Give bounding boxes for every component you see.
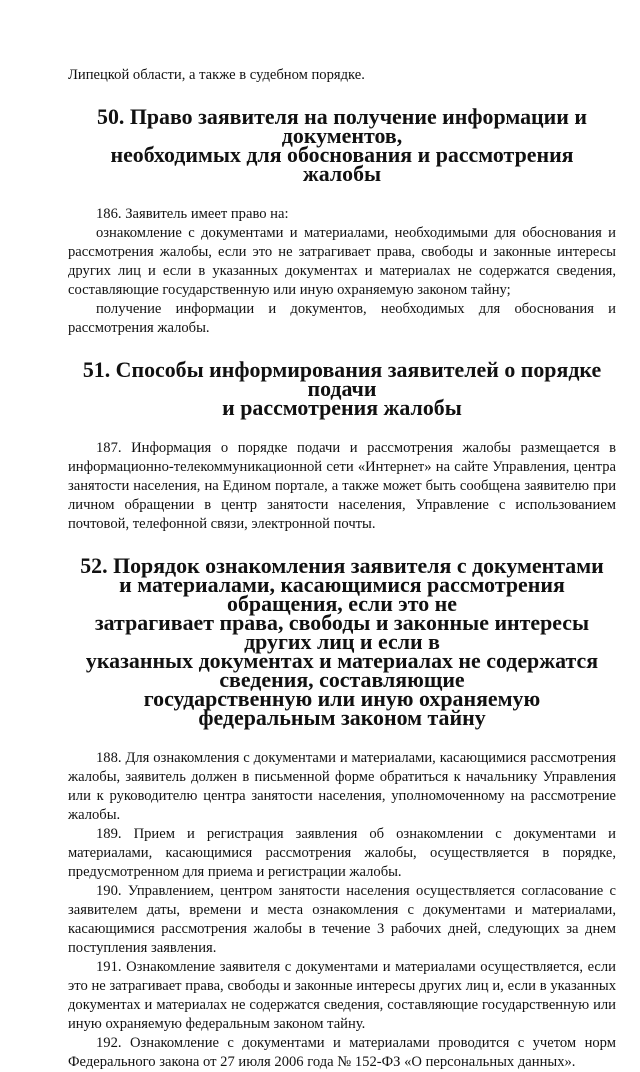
section-51-heading — [68, 357, 616, 420]
heading-line: и рассмотрения жалобы — [222, 395, 462, 420]
heading-line: 51. Способы информирования заявителей о порядке подачи — [82, 357, 602, 401]
heading-line: и материалами, касающимися рассмотрения обращения, если это не — [119, 572, 565, 616]
spacer — [68, 183, 616, 205]
heading-line: указанных документах и материалах не содержатся сведения, составляющие — [85, 648, 599, 692]
heading-line: государственную или иную охраняемую федеральным законом тайну — [143, 686, 541, 730]
section-52-heading — [68, 553, 616, 730]
paragraph-186: 186. Заявитель имеет право на: — [96, 206, 289, 222]
paragraph-190: 190. Управлением, центром занятости населения осуществляется согласование с заявителем даты, времени и места ознакомления с документами и материалами, касающимися рассмотрения жалобы в течение 3 рабочих дней, следующих за днем поступления заявления. — [68, 883, 616, 956]
paragraph-192: 192. Ознакомление с документами и материалами проводится с учетом норм Федерального закона от 27 июля 2006 года № 152-ФЗ «О персональных данных». — [68, 1035, 616, 1070]
intro-text: Липецкой области, а также в судебном порядке. — [68, 67, 365, 83]
heading-line: затрагивает права, свободы и законные интересы других лиц и если в — [94, 610, 590, 654]
spacer — [68, 417, 616, 439]
paragraph-186-item-2: получение информации и документов, необходимых для обоснования и рассмотрения жалобы. — [68, 301, 616, 336]
section-50-heading — [68, 104, 616, 186]
paragraph-187: 187. Информация о порядке подачи и рассмотрения жалобы размещается в информационно-телекоммуникационной сети «Интернет» на сайте Управления, центра занятости населения, на Едином портале, а также может быть сообщена заявителю при личном обращении в центр занятости населения, Управление с использованием почтовой, телефонной связи, электронной почты. — [68, 440, 616, 532]
paragraph-191: 191. Ознакомление заявителя с документами и материалами осуществляется, если это не затрагивает права, свободы и законные интересы других лиц и, если в указанных документах и материалах не содержатся сведения, составляющие государственную или иную охраняемую федеральным законом тайну. — [68, 959, 616, 1032]
heading-line: 50. Право заявителя на получение информации и документов, — [97, 104, 587, 148]
paragraph-189: 189. Прием и регистрация заявления об ознакомлении с документами и материалами, касающимися рассмотрения жалобы, осуществляется в порядке, предусмотренном для приема и регистрации жалобы. — [68, 826, 616, 880]
paragraph-188: 188. Для ознакомления с документами и материалами, касающимися рассмотрения жалобы, заявитель должен в письменной форме обратиться к начальнику Управления или к руководителю центра занятости населения, уполномоченному на рассмотрение жалобы. — [68, 750, 616, 823]
spacer — [68, 727, 616, 749]
heading-line: 52. Порядок ознакомления заявителя с документами — [80, 553, 604, 578]
heading-line: необходимых для обоснования и рассмотрения жалобы — [110, 142, 574, 186]
paragraph-186-item-1: ознакомление с документами и материалами, необходимыми для обоснования и рассмотрения жалобы, если это не затрагивает права, свободы и законные интересы других лиц и если в указанных документах и материалах не содержатся сведения, составляющие государственную или иную охраняемую законом тайну; — [68, 225, 616, 298]
